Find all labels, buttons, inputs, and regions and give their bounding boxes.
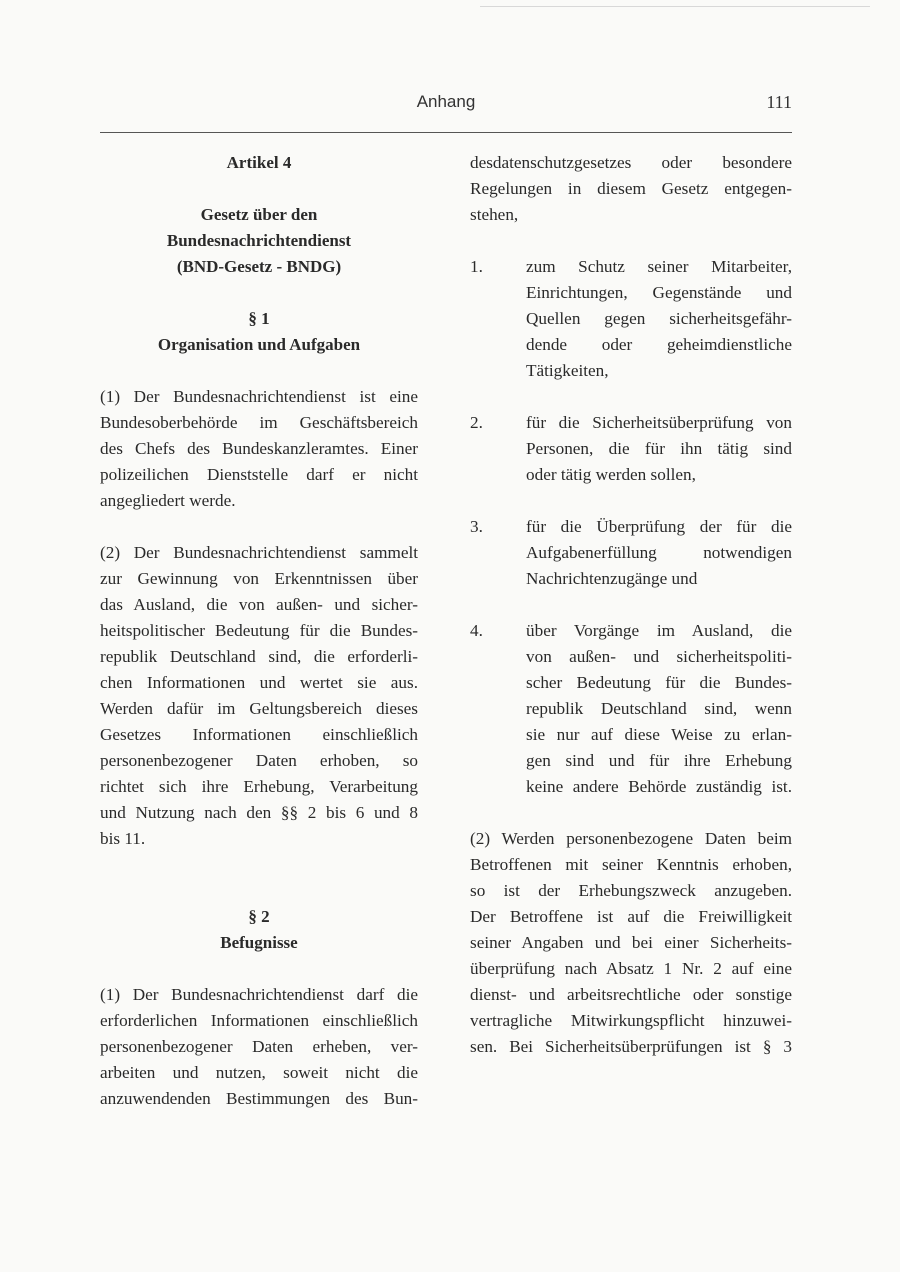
text-line: sie nur auf diese Weise zu erlan- [526, 725, 792, 744]
text-line: seiner Angaben und bei einer Sicherheits- [470, 933, 792, 952]
text-line: Nachrichtenzugänge und [526, 569, 698, 588]
text-line: (1) Der Bundesnachrichtendienst ist eine [100, 387, 418, 406]
text-line: das Ausland, die von außen- und sicher- [100, 595, 418, 614]
text-line: des Chefs des Bundeskanzleramtes. Einer [100, 439, 418, 458]
text-line: heitspolitischer Bedeutung für die Bundes- [100, 621, 418, 640]
list-item [470, 254, 792, 384]
text-line: dienst- und arbeitsrechtliche oder sonstige [470, 985, 792, 1004]
text-line: Tätigkeiten, [526, 361, 609, 380]
paragraph-continuation [470, 150, 792, 228]
text-line: Aufgabenerfüllung notwendigen [526, 543, 792, 562]
text-line: Der Betroffene ist auf die Freiwilligkeit [470, 907, 792, 926]
text-line: polizeilichen Dienststelle darf er nicht [100, 465, 418, 484]
text-line: bis 11. [100, 829, 146, 848]
text-line: gen sind und für ihre Erhebung [526, 751, 792, 770]
text-line: keine andere Behörde zuständig ist. [526, 777, 792, 796]
left-column [100, 150, 418, 1112]
section-title: Organisation und Aufgaben [157, 335, 361, 354]
running-head: Anhang [416, 92, 476, 111]
paragraph [100, 982, 418, 1112]
text-line: chen Informationen und wertet sie aus. [100, 673, 418, 692]
text-line: republik Deutschland sind, die erforderli- [100, 647, 418, 666]
text-line: über Vorgänge im Ausland, die [526, 621, 792, 640]
list-item [470, 514, 792, 592]
text-line: Quellen gegen sicherheitsgefähr- [526, 309, 792, 328]
scan-edge-line [480, 6, 870, 7]
text-line: Werden dafür im Geltungsbereich dieses [100, 699, 418, 718]
text-line: von außen- und sicherheitspoliti- [526, 647, 792, 666]
text-line: republik Deutschland sind, wenn [526, 699, 792, 718]
page-number: 111 [766, 92, 792, 112]
text-line: Personen, die für ihn tätig sind [526, 439, 792, 458]
list-item [470, 410, 792, 488]
artikel-heading: Artikel 4 [226, 153, 292, 172]
section-number: § 1 [248, 309, 270, 328]
text-line: Gesetzes Informationen einschließlich [100, 725, 418, 744]
text-line: anzuwendenden Bestimmungen des Bun- [100, 1089, 418, 1108]
gesetz-title-line: Bundesnachrichtendienst [166, 231, 352, 250]
list-number: 1. [470, 257, 483, 276]
text-line: stehen, [470, 205, 519, 224]
text-line: zur Gewinnung von Erkenntnissen über [100, 569, 418, 588]
text-line: arbeiten und nutzen, soweit nicht die [100, 1063, 418, 1082]
text-line: Betroffenen mit seiner Kenntnis erhoben, [470, 855, 792, 874]
header-rule [100, 132, 792, 133]
text-line: (2) Der Bundesnachrichtendienst sammelt [100, 543, 418, 562]
text-line: Einrichtungen, Gegenstände und [526, 283, 792, 302]
text-line: Bundesoberbehörde im Geschäftsbereich [100, 413, 418, 432]
list-item [470, 618, 792, 800]
text-line: erforderlichen Informationen einschließlich [100, 1011, 418, 1030]
text-line: personenbezogener Daten erhoben, so [100, 751, 418, 770]
list-number: 4. [470, 621, 483, 640]
gesetz-title-line: Gesetz über den [200, 205, 318, 224]
text-line: und Nutzung nach den §§ 2 bis 6 und 8 [100, 803, 418, 822]
text-line: vertragliche Mitwirkungspflicht hinzuwei- [470, 1011, 792, 1030]
text-line: richtet sich ihre Erhebung, Verarbeitung [100, 777, 418, 796]
text-line: scher Bedeutung für die Bundes- [526, 673, 792, 692]
text-line: für die Sicherheitsüberprüfung von [526, 413, 792, 432]
right-column [470, 150, 792, 1060]
text-line: oder tätig werden sollen, [526, 465, 696, 484]
paragraph [470, 826, 792, 1060]
text-line: dende oder geheimdienstliche [526, 335, 792, 354]
text-line: Regelungen in diesem Gesetz entgegen- [470, 179, 792, 198]
paragraph [100, 540, 418, 852]
section-number: § 2 [248, 907, 270, 926]
text-line: desdatenschutzgesetzes oder besondere [470, 153, 792, 172]
text-line: personenbezogener Daten erheben, ver- [100, 1037, 418, 1056]
text-line: (1) Der Bundesnachrichtendienst darf die [100, 985, 418, 1004]
list-number: 3. [470, 517, 483, 536]
text-line: angegliedert werde. [100, 491, 236, 510]
list-number: 2. [470, 413, 483, 432]
paragraph [100, 384, 418, 514]
text-line: überprüfung nach Absatz 1 Nr. 2 auf eine [470, 959, 792, 978]
text-line: (2) Werden personenbezogene Daten beim [470, 829, 792, 848]
page-header [100, 92, 792, 122]
text-line: für die Überprüfung der für die [526, 517, 792, 536]
text-line: so ist der Erhebungszweck anzugeben. [470, 881, 792, 900]
text-line: zum Schutz seiner Mitarbeiter, [526, 257, 792, 276]
text-line: sen. Bei Sicherheitsüberprüfungen ist § 3 [470, 1037, 792, 1056]
section-title: Befugnisse [220, 933, 298, 952]
gesetz-title-line: (BND-Gesetz - BNDG) [176, 257, 342, 276]
